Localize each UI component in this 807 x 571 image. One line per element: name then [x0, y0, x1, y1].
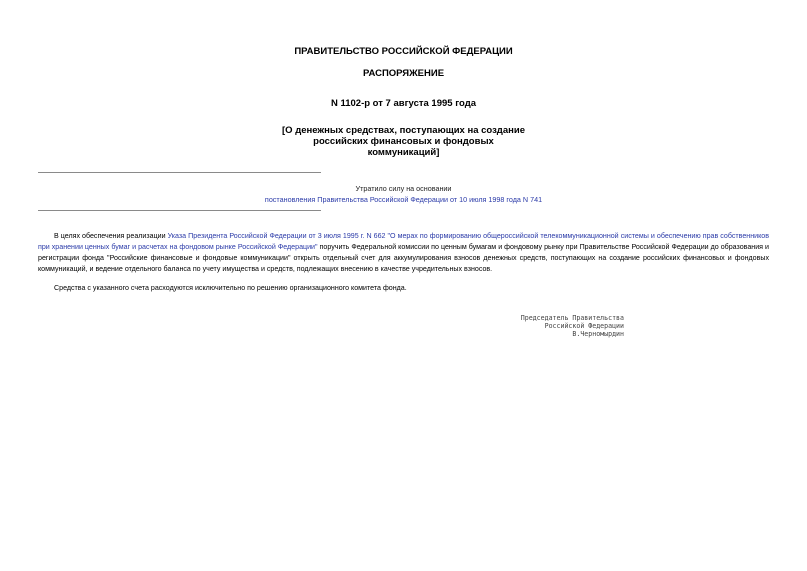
signature-name: В.Черномырдин — [572, 330, 624, 338]
presidential-decree-link[interactable]: Указа Президента Российской Федерации от 3 июля 1995 г. N 662 "О мерах по формированию общероссийской телекоммуникационной системы и обеспечению прав собственников при хранении ценных бумаг и расчетах на фондовом рынке Российской Федерации" — [38, 232, 769, 251]
divider-bottom — [38, 210, 321, 211]
title-line: [О денежных средствах, поступающих на создание — [282, 125, 525, 136]
paragraph-text: поручить Федеральной комиссии по ценным бумагам и фондовому рынку при Правительстве Российской Федерации до образования и регистрации фонда "Российские финансовые и фондовые коммуникации" открыть отдельный счет для аккумулирования взносов денежных средств, поступающих на создание российских финансовых и фондовых коммуникаций, и ведение отдельного баланса по учету имущества и средств, подлежащих внесению в качестве учредительных взносов. — [38, 243, 769, 273]
document-type-heading: РАСПОРЯЖЕНИЕ — [362, 68, 445, 79]
body-paragraph-2: Средства с указанного счета расходуются исключительно по решению организационного комитета фонда. — [54, 284, 407, 292]
signature-position: Председатель Правительства — [520, 314, 624, 322]
basis-decree-link[interactable]: постановления Правительства Российской Федерации от 10 июля 1998 года N 741 — [264, 195, 543, 204]
title-line: коммуникаций] — [367, 147, 440, 158]
paragraph-text: В целях обеспечения реализации — [54, 232, 168, 240]
signature-country: Российской Федерации — [544, 322, 624, 330]
lost-force-note: Утратило силу на основании — [355, 184, 452, 193]
divider-top — [38, 172, 321, 173]
title-line: российских финансовых и фондовых — [313, 136, 494, 147]
document-title — [0, 125, 807, 158]
government-heading: ПРАВИТЕЛЬСТВО РОССИЙСКОЙ ФЕДЕРАЦИИ — [294, 46, 513, 57]
lost-force-basis — [0, 194, 807, 205]
document-number-date: N 1102-р от 7 августа 1995 года — [330, 98, 477, 109]
body-paragraph-1 — [38, 231, 769, 275]
